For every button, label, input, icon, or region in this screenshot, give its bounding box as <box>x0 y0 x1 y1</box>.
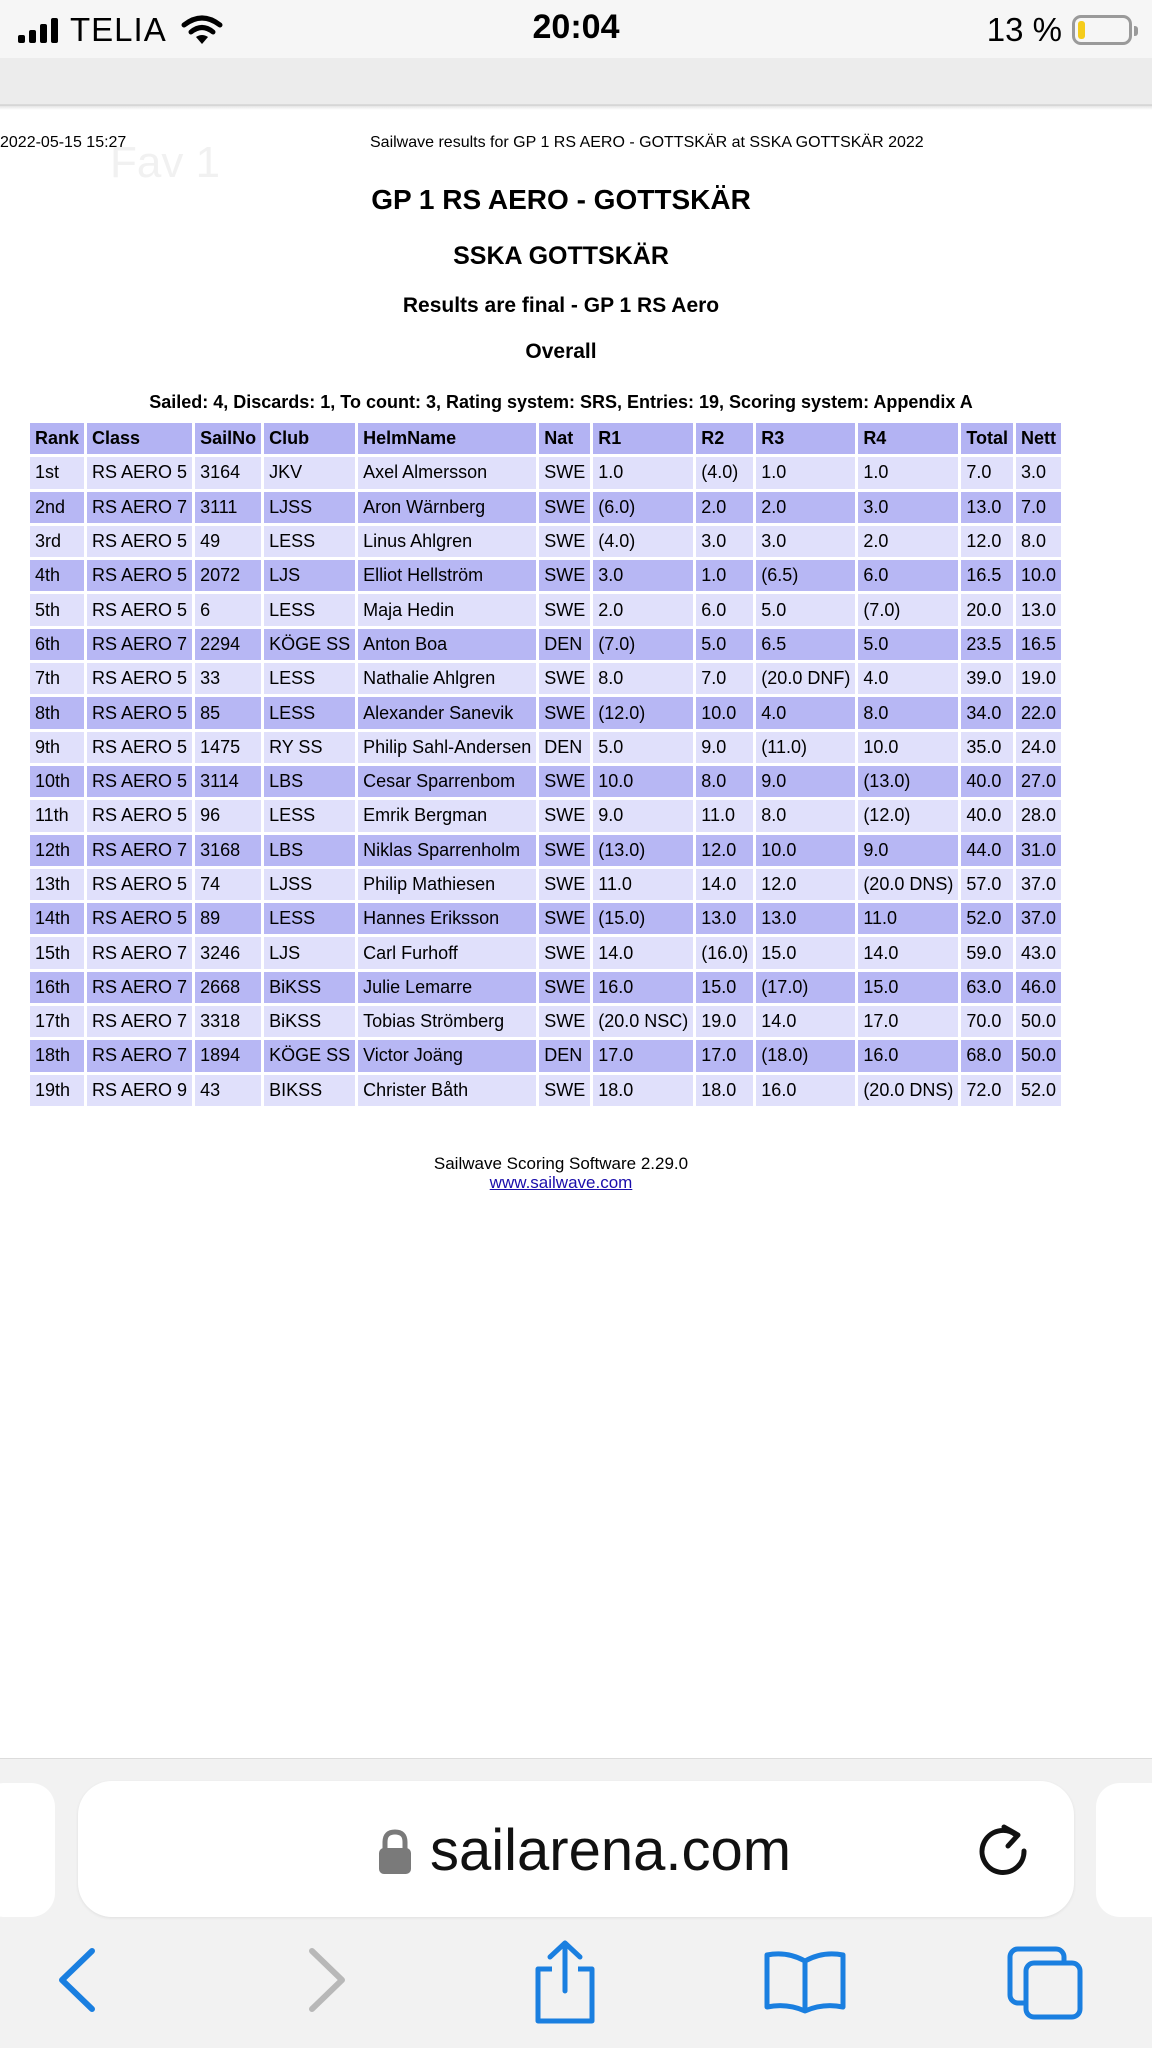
table-row <box>30 663 1061 694</box>
table-cell: RS AERO 7 <box>87 492 192 523</box>
table-cell: 23.5 <box>961 629 1013 660</box>
table-cell: RS AERO 5 <box>87 732 192 763</box>
table-cell: SWE <box>539 766 590 797</box>
table-cell: 14.0 <box>756 1006 855 1037</box>
table-cell: 3168 <box>195 835 261 866</box>
table-cell: 50.0 <box>1016 1006 1061 1037</box>
table-cell: 10.0 <box>1016 560 1061 591</box>
table-cell: 3rd <box>30 526 84 557</box>
table-cell: 3.0 <box>696 526 753 557</box>
table-cell: 3111 <box>195 492 261 523</box>
table-cell: 40.0 <box>961 766 1013 797</box>
table-cell: 9.0 <box>858 835 958 866</box>
table-cell: (17.0) <box>756 972 855 1003</box>
table-row <box>30 869 1061 900</box>
table-row <box>30 903 1061 934</box>
clock: 20:04 <box>532 8 620 46</box>
table-cell: (12.0) <box>593 697 693 728</box>
ghost-text: Fav 1 <box>110 138 221 187</box>
table-cell: 15.0 <box>858 972 958 1003</box>
table-cell: 3318 <box>195 1006 261 1037</box>
forward-icon[interactable] <box>302 1945 352 2015</box>
table-cell: 13.0 <box>961 492 1013 523</box>
table-cell: 7.0 <box>961 457 1013 488</box>
table-cell: 35.0 <box>961 732 1013 763</box>
table-cell: Julie Lemarre <box>358 972 536 1003</box>
table-cell: 63.0 <box>961 972 1013 1003</box>
table-cell: 16th <box>30 972 84 1003</box>
table-cell: Emrik Bergman <box>358 800 536 831</box>
table-cell: 39.0 <box>961 663 1013 694</box>
table-cell: 3246 <box>195 937 261 968</box>
table-cell: SWE <box>539 903 590 934</box>
table-cell: 6 <box>195 594 261 625</box>
table-cell: 11.0 <box>593 869 693 900</box>
table-cell: RS AERO 5 <box>87 560 192 591</box>
table-cell: 2.0 <box>696 492 753 523</box>
sailwave-link[interactable]: www.sailwave.com <box>489 1173 633 1192</box>
page-caption: Sailwave results for GP 1 RS AERO - GOTTSKÄR at SSKA GOTTSKÄR 2022 <box>370 134 924 151</box>
url-text[interactable]: sailarena.com <box>430 1818 792 1883</box>
table-cell: 10th <box>30 766 84 797</box>
table-cell: 3.0 <box>756 526 855 557</box>
table-cell: Carl Furhoff <box>358 937 536 968</box>
battery-percent: 13 % <box>986 11 1062 48</box>
table-cell: (4.0) <box>696 457 753 488</box>
table-cell: 12.0 <box>756 869 855 900</box>
table-cell: RS AERO 7 <box>87 1006 192 1037</box>
table-cell: 9.0 <box>696 732 753 763</box>
results-table <box>27 420 1064 1109</box>
table-cell: 12.0 <box>696 835 753 866</box>
lock-icon <box>378 1829 412 1875</box>
table-cell: 1.0 <box>858 457 958 488</box>
table-cell: 8th <box>30 697 84 728</box>
bookmarks-icon[interactable] <box>762 1949 848 2015</box>
results-status: Results are final - GP 1 RS Aero <box>402 294 720 317</box>
table-cell: 16.5 <box>961 560 1013 591</box>
table-cell: 43 <box>195 1075 261 1106</box>
table-cell: SWE <box>539 663 590 694</box>
table-header-row <box>30 423 1061 454</box>
table-cell: 18th <box>30 1040 84 1071</box>
table-cell: (20.0 DNF) <box>756 663 855 694</box>
column-header: R4 <box>858 423 958 454</box>
table-cell: 6.0 <box>696 594 753 625</box>
table-cell: 2668 <box>195 972 261 1003</box>
table-cell: 1.0 <box>696 560 753 591</box>
table-cell: 52.0 <box>1016 1075 1061 1106</box>
table-cell: 16.0 <box>756 1075 855 1106</box>
column-header: R1 <box>593 423 693 454</box>
table-cell: (4.0) <box>593 526 693 557</box>
table-cell: 14th <box>30 903 84 934</box>
table-cell: 44.0 <box>961 835 1013 866</box>
table-cell: JKV <box>264 457 355 488</box>
column-header: Class <box>87 423 192 454</box>
table-cell: DEN <box>539 629 590 660</box>
table-cell: RS AERO 5 <box>87 594 192 625</box>
table-cell: 24.0 <box>1016 732 1061 763</box>
table-cell: (7.0) <box>593 629 693 660</box>
table-cell: 10.0 <box>593 766 693 797</box>
table-cell: 15.0 <box>756 937 855 968</box>
table-cell: LESS <box>264 663 355 694</box>
table-cell: (11.0) <box>756 732 855 763</box>
table-cell: 8.0 <box>756 800 855 831</box>
event-title: GP 1 RS AERO - GOTTSKÄR <box>371 184 751 215</box>
table-cell: 14.0 <box>696 869 753 900</box>
table-cell: Hannes Eriksson <box>358 903 536 934</box>
table-cell: Aron Wärnberg <box>358 492 536 523</box>
table-cell: RS AERO 5 <box>87 457 192 488</box>
table-cell: 1894 <box>195 1040 261 1071</box>
table-cell: 5th <box>30 594 84 625</box>
table-cell: LBS <box>264 766 355 797</box>
table-cell: 11th <box>30 800 84 831</box>
table-cell: RS AERO 5 <box>87 697 192 728</box>
table-row <box>30 766 1061 797</box>
column-header: Rank <box>30 423 84 454</box>
table-cell: Cesar Sparrenbom <box>358 766 536 797</box>
table-cell: 19th <box>30 1075 84 1106</box>
table-cell: 31.0 <box>1016 835 1061 866</box>
table-cell: 34.0 <box>961 697 1013 728</box>
table-cell: 2.0 <box>593 594 693 625</box>
table-cell: 2072 <box>195 560 261 591</box>
table-row <box>30 457 1061 488</box>
table-cell: 85 <box>195 697 261 728</box>
tabs-icon[interactable] <box>1006 1945 1086 2021</box>
table-cell: LJSS <box>264 869 355 900</box>
table-cell: (7.0) <box>858 594 958 625</box>
table-cell: 17th <box>30 1006 84 1037</box>
table-cell: SWE <box>539 1006 590 1037</box>
table-cell: 1.0 <box>756 457 855 488</box>
table-cell: SWE <box>539 800 590 831</box>
table-cell: SWE <box>539 937 590 968</box>
table-cell: (16.0) <box>696 937 753 968</box>
table-cell: Anton Boa <box>358 629 536 660</box>
table-cell: Philip Mathiesen <box>358 869 536 900</box>
table-cell: 13.0 <box>756 903 855 934</box>
table-cell: Nathalie Ahlgren <box>358 663 536 694</box>
table-cell: 37.0 <box>1016 903 1061 934</box>
table-cell: BIKSS <box>264 1075 355 1106</box>
table-row <box>30 835 1061 866</box>
table-cell: RS AERO 7 <box>87 1040 192 1071</box>
column-header: Nett <box>1016 423 1061 454</box>
table-cell: LESS <box>264 594 355 625</box>
table-cell: DEN <box>539 732 590 763</box>
table-row <box>30 937 1061 968</box>
table-cell: Victor Joäng <box>358 1040 536 1071</box>
table-cell: SWE <box>539 594 590 625</box>
table-cell: 4.0 <box>756 697 855 728</box>
next-tab-peek[interactable] <box>1096 1783 1152 1917</box>
table-cell: 2.0 <box>756 492 855 523</box>
table-row <box>30 1006 1061 1037</box>
table-cell: Axel Almersson <box>358 457 536 488</box>
table-cell: 43.0 <box>1016 937 1061 968</box>
table-row <box>30 1040 1061 1071</box>
table-row <box>30 560 1061 591</box>
table-cell: SWE <box>539 835 590 866</box>
table-cell: (12.0) <box>858 800 958 831</box>
table-cell: RS AERO 5 <box>87 869 192 900</box>
column-header: R3 <box>756 423 855 454</box>
table-cell: (13.0) <box>593 835 693 866</box>
table-cell: LJS <box>264 937 355 968</box>
table-cell: RS AERO 5 <box>87 903 192 934</box>
table-cell: 46.0 <box>1016 972 1061 1003</box>
table-cell: SWE <box>539 697 590 728</box>
table-cell: Elliot Hellström <box>358 560 536 591</box>
table-body <box>30 457 1061 1106</box>
table-cell: 11.0 <box>858 903 958 934</box>
table-row <box>30 594 1061 625</box>
table-cell: 68.0 <box>961 1040 1013 1071</box>
section-title: Overall <box>525 340 597 363</box>
table-cell: 52.0 <box>961 903 1013 934</box>
table-cell: 57.0 <box>961 869 1013 900</box>
previous-tab-peek[interactable] <box>0 1783 55 1917</box>
table-cell: KÖGE SS <box>264 629 355 660</box>
table-cell: 8.0 <box>696 766 753 797</box>
table-cell: RS AERO 5 <box>87 526 192 557</box>
table-cell: (6.5) <box>756 560 855 591</box>
table-cell: LJS <box>264 560 355 591</box>
table-cell: SWE <box>539 492 590 523</box>
table-cell: 18.0 <box>696 1075 753 1106</box>
table-cell: 6.0 <box>858 560 958 591</box>
table-cell: (20.0 NSC) <box>593 1006 693 1037</box>
table-cell: LESS <box>264 526 355 557</box>
table-cell: 33 <box>195 663 261 694</box>
table-cell: 10.0 <box>696 697 753 728</box>
table-cell: 15.0 <box>696 972 753 1003</box>
table-cell: 74 <box>195 869 261 900</box>
status-bar <box>0 0 1152 58</box>
table-cell: RS AERO 7 <box>87 972 192 1003</box>
series-summary: Sailed: 4, Discards: 1, To count: 3, Rating system: SRS, Entries: 19, Scoring system: Appendix A <box>149 392 973 412</box>
table-cell: 7th <box>30 663 84 694</box>
table-cell: (20.0 DNS) <box>858 1075 958 1106</box>
table-row <box>30 697 1061 728</box>
venue-title: SSKA GOTTSKÄR <box>453 242 669 270</box>
table-row <box>30 526 1061 557</box>
table-cell: SWE <box>539 1075 590 1106</box>
table-row <box>30 492 1061 523</box>
table-cell: 13.0 <box>696 903 753 934</box>
footer <box>0 1154 1122 1192</box>
table-cell: (13.0) <box>858 766 958 797</box>
table-row <box>30 629 1061 660</box>
table-cell: 1st <box>30 457 84 488</box>
table-row <box>30 800 1061 831</box>
column-header: Nat <box>539 423 590 454</box>
table-cell: 8.0 <box>858 697 958 728</box>
table-cell: 2294 <box>195 629 261 660</box>
table-cell: 28.0 <box>1016 800 1061 831</box>
table-cell: KÖGE SS <box>264 1040 355 1071</box>
table-cell: RS AERO 5 <box>87 800 192 831</box>
table-cell: 3.0 <box>858 492 958 523</box>
table-cell: (6.0) <box>593 492 693 523</box>
table-cell: 50.0 <box>1016 1040 1061 1071</box>
table-cell: SWE <box>539 560 590 591</box>
table-cell: 59.0 <box>961 937 1013 968</box>
table-cell: 89 <box>195 903 261 934</box>
table-cell: BiKSS <box>264 1006 355 1037</box>
table-cell: 10.0 <box>858 732 958 763</box>
table-cell: 3114 <box>195 766 261 797</box>
table-cell: 27.0 <box>1016 766 1061 797</box>
table-cell: 16.0 <box>858 1040 958 1071</box>
table-row <box>30 732 1061 763</box>
table-cell: 9th <box>30 732 84 763</box>
table-cell: 70.0 <box>961 1006 1013 1037</box>
table-cell: BiKSS <box>264 972 355 1003</box>
table-cell: 10.0 <box>756 835 855 866</box>
share-icon[interactable] <box>530 1939 600 2025</box>
carrier-name: TELIA <box>70 11 167 48</box>
table-cell: 72.0 <box>961 1075 1013 1106</box>
table-cell: 5.0 <box>858 629 958 660</box>
table-cell: LBS <box>264 835 355 866</box>
table-cell: 12th <box>30 835 84 866</box>
table-cell: Christer Båth <box>358 1075 536 1106</box>
status-right <box>987 10 1132 50</box>
table-cell: 19.0 <box>696 1006 753 1037</box>
battery-icon <box>1072 15 1132 45</box>
table-cell: RS AERO 5 <box>87 766 192 797</box>
table-cell: 8.0 <box>1016 526 1061 557</box>
table-cell: 1475 <box>195 732 261 763</box>
table-cell: 13.0 <box>1016 594 1061 625</box>
table-cell: LESS <box>264 903 355 934</box>
address-bar[interactable] <box>78 1781 1074 1917</box>
table-cell: 37.0 <box>1016 869 1061 900</box>
table-cell: DEN <box>539 1040 590 1071</box>
browser-top-strip <box>0 58 1152 106</box>
table-cell: 17.0 <box>593 1040 693 1071</box>
table-cell: LESS <box>264 697 355 728</box>
table-cell: Philip Sahl-Andersen <box>358 732 536 763</box>
table-cell: RY SS <box>264 732 355 763</box>
table-cell: 22.0 <box>1016 697 1061 728</box>
table-cell: Tobias Strömberg <box>358 1006 536 1037</box>
table-cell: (15.0) <box>593 903 693 934</box>
battery-level <box>1078 21 1085 39</box>
reload-icon[interactable] <box>974 1821 1034 1881</box>
table-cell: RS AERO 7 <box>87 629 192 660</box>
table-cell: 5.0 <box>696 629 753 660</box>
table-cell: 3164 <box>195 457 261 488</box>
table-cell: LJSS <box>264 492 355 523</box>
table-cell: 16.5 <box>1016 629 1061 660</box>
table-cell: RS AERO 5 <box>87 663 192 694</box>
table-cell: RS AERO 7 <box>87 937 192 968</box>
column-header: R2 <box>696 423 753 454</box>
column-header: Total <box>961 423 1013 454</box>
table-cell: 15th <box>30 937 84 968</box>
table-cell: 5.0 <box>756 594 855 625</box>
print-date: 2022-05-15 15:27 <box>0 134 127 151</box>
table-cell: 9.0 <box>756 766 855 797</box>
table-cell: RS AERO 9 <box>87 1075 192 1106</box>
table-cell: SWE <box>539 869 590 900</box>
table-cell: 17.0 <box>858 1006 958 1037</box>
table-cell: 13th <box>30 869 84 900</box>
table-cell: 11.0 <box>696 800 753 831</box>
table-cell: RS AERO 7 <box>87 835 192 866</box>
table-cell: 12.0 <box>961 526 1013 557</box>
table-cell: Maja Hedin <box>358 594 536 625</box>
table-cell: 5.0 <box>593 732 693 763</box>
table-cell: 40.0 <box>961 800 1013 831</box>
table-cell: 14.0 <box>593 937 693 968</box>
table-cell: 4.0 <box>858 663 958 694</box>
table-cell: 14.0 <box>858 937 958 968</box>
table-cell: Alexander Sanevik <box>358 697 536 728</box>
table-row <box>30 972 1061 1003</box>
table-row <box>30 1075 1061 1106</box>
table-cell: 2nd <box>30 492 84 523</box>
column-header: Club <box>264 423 355 454</box>
table-cell: 9.0 <box>593 800 693 831</box>
table-cell: 16.0 <box>593 972 693 1003</box>
table-cell: Linus Ahlgren <box>358 526 536 557</box>
table-cell: Niklas Sparrenholm <box>358 835 536 866</box>
back-icon[interactable] <box>52 1945 102 2015</box>
table-cell: 17.0 <box>696 1040 753 1071</box>
column-header: HelmName <box>358 423 536 454</box>
table-cell: 1.0 <box>593 457 693 488</box>
table-cell: SWE <box>539 526 590 557</box>
table-cell: (18.0) <box>756 1040 855 1071</box>
table-cell: 20.0 <box>961 594 1013 625</box>
table-cell: SWE <box>539 972 590 1003</box>
table-cell: 18.0 <box>593 1075 693 1106</box>
table-cell: 96 <box>195 800 261 831</box>
table-cell: 8.0 <box>593 663 693 694</box>
table-cell: 49 <box>195 526 261 557</box>
table-cell: 3.0 <box>593 560 693 591</box>
table-cell: SWE <box>539 457 590 488</box>
table-cell: 6.5 <box>756 629 855 660</box>
table-cell: 6th <box>30 629 84 660</box>
table-cell: 19.0 <box>1016 663 1061 694</box>
table-cell: (20.0 DNS) <box>858 869 958 900</box>
table-cell: 2.0 <box>858 526 958 557</box>
browser-bottom-bar <box>0 1758 1152 2048</box>
column-header: SailNo <box>195 423 261 454</box>
table-cell: LESS <box>264 800 355 831</box>
software-credit: Sailwave Scoring Software 2.29.0 <box>433 1154 689 1173</box>
table-cell: 7.0 <box>696 663 753 694</box>
table-cell: 7.0 <box>1016 492 1061 523</box>
table-cell: 3.0 <box>1016 457 1061 488</box>
table-cell: 4th <box>30 560 84 591</box>
